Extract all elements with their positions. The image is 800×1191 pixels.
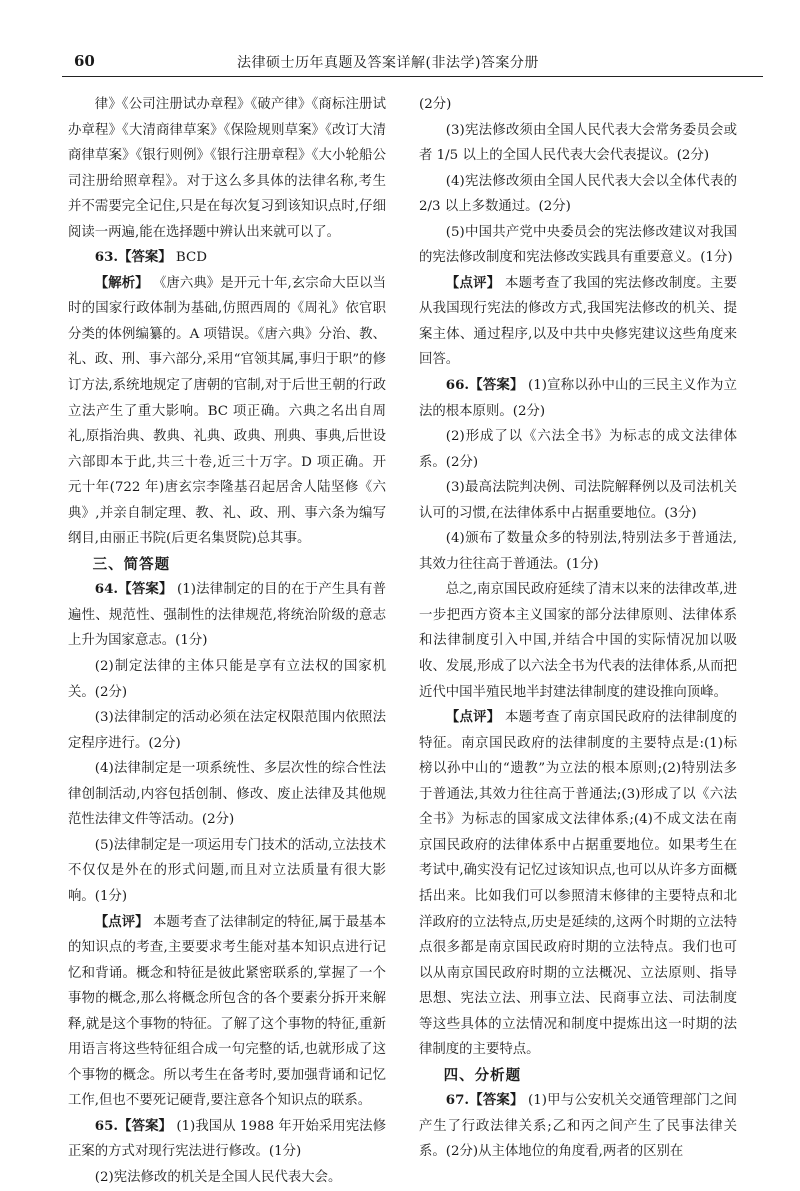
paragraph-text: (3)宪法修改须由全国人民代表大会常务委员会或者 1/5 以上的全国人民代表大会代表提议。(2分) — [419, 122, 737, 164]
paragraph — [68, 245, 386, 271]
paragraph-text: 总之,南京国民政府延续了清末以来的法律改革,进一步把西方资本主义国家的部分法律原则、法律体系和法律制度引入中国,并结合中国的实际情况加以吸收、发展,形成了以六法全书为代表的法律体系,从而把近代中国半殖民地半封建法律制度的建设推向顶峰。 — [419, 582, 737, 700]
paragraph-text: (5)法律制定是一项运用专门技术的活动,立法技术不仅仅是外在的形式问题,而且对立法质量有很大影响。(1分) — [68, 837, 386, 904]
paragraph — [68, 92, 386, 245]
paragraph-text: (2)形成了以《六法全书》为标志的成文法律体系。(2分) — [419, 429, 737, 470]
paragraph-text: (1)法律制定的目的在于产生具有普遍性、规范性、强制性的法律规范,将统治阶级的意志上升为国家意志。(1分) — [68, 582, 387, 649]
paragraph-text: (4)宪法修改须由全国人民代表大会以全体代表的 2/3 以上多数通过。(2分) — [419, 173, 737, 215]
paragraph-text: BCD — [175, 250, 207, 266]
section-heading: 三、简答题 — [92, 555, 171, 573]
answer-label: 【点评】 — [94, 913, 149, 930]
answer-label: 【解析】 — [94, 274, 149, 291]
paragraph-text: (4)法律制定是一项系统性、多层次性的综合性法律创制活动,内容包括创制、修改、废止法律及其他规范性法律文件等活动。(2分) — [68, 761, 386, 828]
paragraph — [68, 654, 386, 705]
answer-label: 65.【答案】 — [94, 1117, 172, 1134]
paragraph — [419, 169, 737, 220]
paragraph — [68, 833, 386, 910]
section-heading: 四、分析题 — [443, 1066, 522, 1084]
paragraph — [419, 475, 737, 526]
page-header — [62, 48, 762, 74]
paragraph — [419, 373, 737, 424]
paragraph — [419, 1088, 737, 1165]
paragraph-text: 《唐六典》是开元十年,玄宗命大臣以当时的国家行政体制为基础,仿照西周的《周礼》依官职分类的体例编纂的。A 项错误。《唐六典》分治、教、礼、政、刑、事六部分,采用“官领其属,事归于职”的修订方法,系统地规定了唐朝的官制,对于后世王朝的行政立法产生了重大影响。BC 项正确。六典之名出自周礼,原指治典、教典、礼典、政典、刑典、事典,后世设六部即本于此,共三十卷,近三十万字。D 项正确。开元十年(722 年)唐玄宗李隆基召起居舍人陆坚修《六典》,并亲自制定理、教、礼、政、刑、事六条为编写纲目,由丽正书院(后更名集贤院)总其事。 — [68, 275, 386, 547]
paragraph — [68, 271, 386, 552]
answer-label: 67.【答案】 — [445, 1092, 524, 1109]
paragraph-text: 本题考查了我国的宪法修改制度。主要从我国现行宪法的修改方式,我国宪法修改的机关、提案主体、通过程序,以及中共中央修宪建议这些角度来回答。 — [419, 275, 737, 368]
answer-label: 【点评】 — [445, 709, 501, 726]
paragraph-text: (1)甲与公安机关交通管理部门之间产生了行政法律关系;乙和丙之间产生了民事法律关系。(2分)从主体地位的角度看,两者的区别在 — [419, 1093, 738, 1160]
paragraph-text: (3)最高法院判决例、司法院解释例以及司法机关认可的习惯,在法律体系中占据重要地位。(3分) — [419, 480, 737, 521]
header-rule — [62, 76, 763, 77]
answer-label: 66.【答案】 — [445, 377, 524, 394]
page-number: 60 — [74, 52, 95, 70]
left-column — [68, 92, 386, 1191]
paragraph-text: (1)宣称以孙中山的三民主义作为立法的根本原则。(2分) — [419, 378, 738, 419]
paragraph — [419, 705, 737, 1063]
paragraph — [419, 424, 737, 475]
answer-label: 【点评】 — [445, 274, 501, 291]
paragraph-text: (4)颁布了数量众多的特别法,特别法多于普通法,其效力往往高于普通法。(1分) — [419, 531, 737, 572]
paragraph-text: (3)法律制定的活动必须在法定权限范围内依照法定程序进行。(2分) — [68, 710, 386, 751]
paragraph — [68, 577, 386, 654]
paragraph — [419, 526, 737, 577]
answer-label: 64.【答案】 — [94, 581, 173, 598]
paragraph — [68, 1114, 386, 1165]
paragraph-text: (1)我国从 1988 年开始采用宪法修正案的方式对现行宪法进行修改。(1分) — [68, 1118, 387, 1160]
paragraph-text: 律》《公司注册试办章程》《破产律》《商标注册试办章程》《大清商律草案》《保险规则草案》《改订大清商律草案》《银行则例》《银行注册章程》《大小轮船公司注册给照章程》。对于这么多具体的法律名称,考生并不需要完全记住,只是在每次复习到该知识点时,仔细阅读一两遍,能在选择题中辨认出来就可以了。 — [68, 97, 386, 240]
paragraph-text: 本题考查了南京国民政府的法律制度的特征。南京国民政府的法律制度的主要特点是:(1)标榜以孙中山的“遗教”为立法的根本原则;(2)特别法多于普通法,其效力往往高于普通法;(3)形成了以《六法全书》为标志的国家成文法律体系;(4)不成文法在南京国民政府的法律体系中占据重要地位。如果考生在考试中,确实没有记忆过该知识点,也可以从许多方面概括出来。比如我们可以参照清末修律的主要特点和北洋政府的立法特点,历史是延续的,这两个时期的立法特点很多都是南京国民政府时期的立法特点。我们也可以从南京国民政府时期的立法概况、立法原则、指导思想、宪法立法、刑事立法、民商事立法、司法制度等这些具体的立法情况和制度中提炼出这一时期的法律制度的主要特点。 — [419, 710, 737, 1058]
paragraph — [68, 756, 386, 833]
paragraph — [419, 118, 737, 169]
right-column — [419, 92, 737, 1165]
paragraph — [68, 1165, 386, 1191]
paragraph-text: (5)中国共产党中央委员会的宪法修改建议对我国的宪法修改制度和宪法修改实践具有重要意义。(1分) — [419, 224, 737, 266]
paragraph — [68, 705, 386, 756]
running-title: 法律硕士历年真题及答案详解(非法学)答案分册 — [237, 55, 539, 71]
answer-label: 63.【答案】 — [94, 249, 172, 266]
paragraph — [419, 220, 737, 271]
paragraph — [419, 271, 737, 373]
paragraph — [68, 910, 386, 1114]
paragraph — [419, 577, 737, 705]
paragraph-text: (2)制定法律的主体只能是享有立法权的国家机关。(2分) — [68, 659, 386, 700]
paragraph — [419, 92, 737, 118]
paragraph-text: 本题考查了法律制定的特征,属于最基本的知识点的考查,主要要求考生能对基本知识点进行记忆和背诵。概念和特征是彼此紧密联系的,掌握了一个事物的概念,那么将概念所包含的各个要素分拆开来解释,就是这个事物的特征。了解了这个事物的特征,重新用语言将这些特征组合成一句完整的话,也就形成了这个事物的概念。所以考生在备考时,要加强背诵和记忆工作,但也不要死记硬背,要注意各个知识点的联系。 — [68, 914, 386, 1109]
paragraph-text: (2)宪法修改的机关是全国人民代表大会。 — [94, 1169, 342, 1185]
paragraph-text: (2分) — [419, 97, 452, 112]
